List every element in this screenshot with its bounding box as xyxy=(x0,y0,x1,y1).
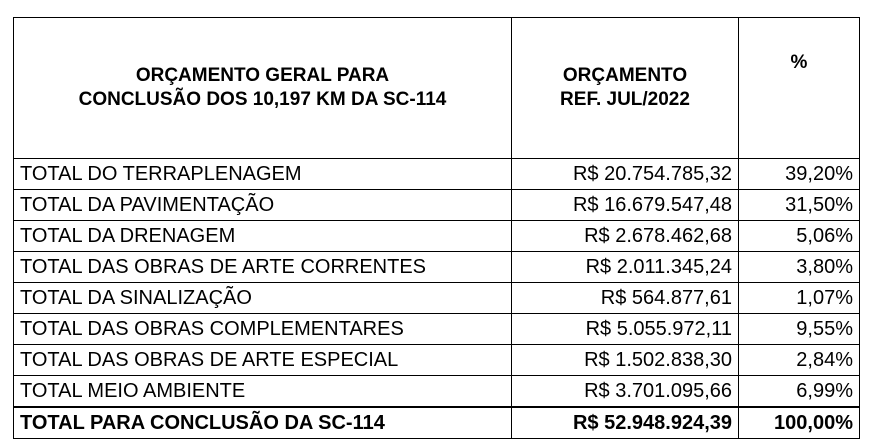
row-description: TOTAL DO TERRAPLENAGEM xyxy=(14,159,512,190)
table-row xyxy=(14,376,860,408)
header-value-line2: REF. JUL/2022 xyxy=(560,89,690,110)
row-value: R$ 2.678.462,68 xyxy=(512,221,739,252)
row-description: TOTAL DAS OBRAS DE ARTE CORRENTES xyxy=(14,252,512,283)
row-percent: 9,55% xyxy=(739,314,860,345)
row-value: R$ 5.055.972,11 xyxy=(512,314,739,345)
row-percent: 39,20% xyxy=(739,159,860,190)
row-description: TOTAL DAS OBRAS DE ARTE ESPECIAL xyxy=(14,345,512,376)
table-row xyxy=(14,159,860,190)
header-percent: % xyxy=(739,18,860,159)
total-row xyxy=(14,407,860,439)
row-value: R$ 1.502.838,30 xyxy=(512,345,739,376)
header-value xyxy=(512,18,739,159)
row-description: TOTAL MEIO AMBIENTE xyxy=(14,376,512,408)
row-value: R$ 3.701.095,66 xyxy=(512,376,739,408)
row-value: R$ 20.754.785,32 xyxy=(512,159,739,190)
row-description: TOTAL DA DRENAGEM xyxy=(14,221,512,252)
table-header-row xyxy=(14,18,860,159)
row-percent: 2,84% xyxy=(739,345,860,376)
table-row xyxy=(14,190,860,221)
row-percent: 5,06% xyxy=(739,221,860,252)
table-row xyxy=(14,252,860,283)
row-percent: 6,99% xyxy=(739,376,860,408)
row-value: R$ 16.679.547,48 xyxy=(512,190,739,221)
row-value: R$ 564.877,61 xyxy=(512,283,739,314)
row-value: R$ 2.011.345,24 xyxy=(512,252,739,283)
header-description-line2: CONCLUSÃO DOS 10,197 KM DA SC-114 xyxy=(78,89,447,110)
table-row xyxy=(14,314,860,345)
table-row xyxy=(14,221,860,252)
total-description: TOTAL PARA CONCLUSÃO DA SC-114 xyxy=(14,407,512,439)
table-row xyxy=(14,345,860,376)
total-percent: 100,00% xyxy=(739,407,860,439)
header-description xyxy=(14,18,512,159)
total-value: R$ 52.948.924,39 xyxy=(512,407,739,439)
row-description: TOTAL DA SINALIZAÇÃO xyxy=(14,283,512,314)
header-value-line1: ORÇAMENTO xyxy=(562,65,688,86)
row-description: TOTAL DA PAVIMENTAÇÃO xyxy=(14,190,512,221)
row-percent: 1,07% xyxy=(739,283,860,314)
row-percent: 31,50% xyxy=(739,190,860,221)
budget-table xyxy=(13,17,860,439)
table-row xyxy=(14,283,860,314)
header-description-line1: ORÇAMENTO GERAL PARA xyxy=(135,65,390,86)
row-description: TOTAL DAS OBRAS COMPLEMENTARES xyxy=(14,314,512,345)
row-percent: 3,80% xyxy=(739,252,860,283)
